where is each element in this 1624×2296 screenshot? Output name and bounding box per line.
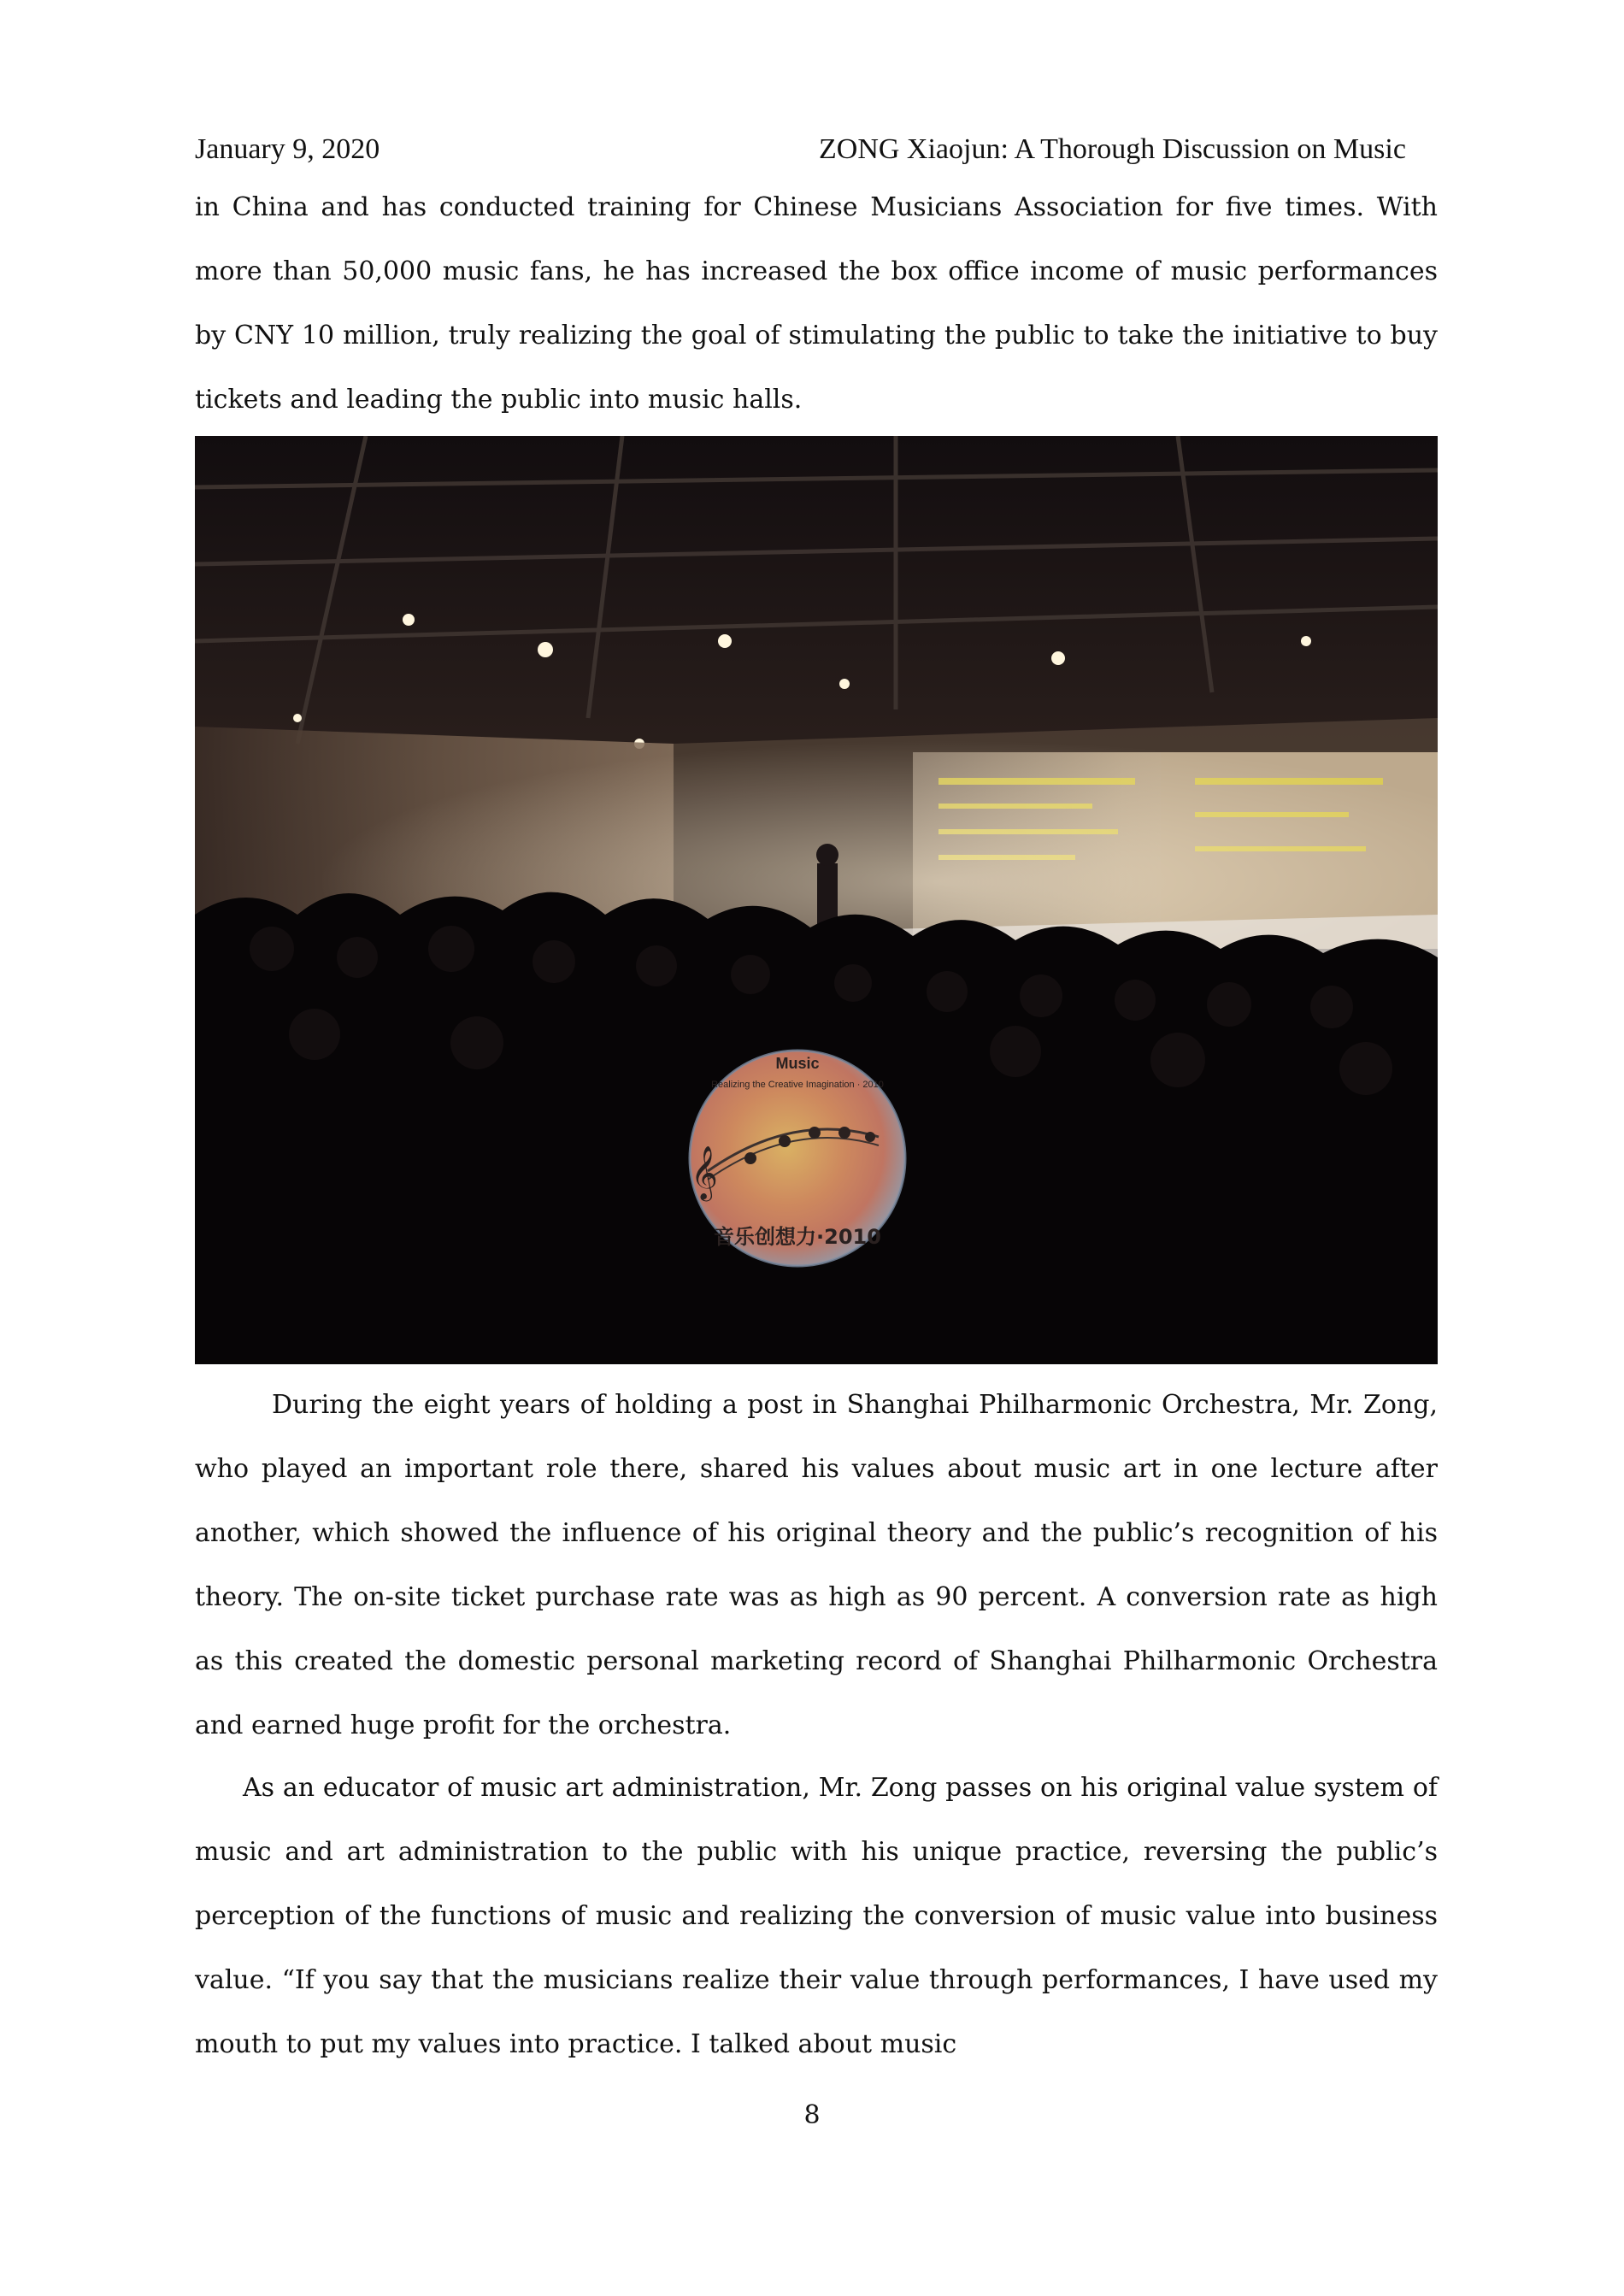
lecture-hall-image — [195, 436, 1438, 1364]
treble-clef-icon: 𝄞 — [691, 1145, 718, 1199]
paragraph-2 — [195, 1373, 1438, 1757]
paragraph-2-text: During the eight years of holding a post in Shanghai Philharmonic Orchestra, Mr. Zong, who played an important role there, shared his values about music art in one lecture after another, which showed the influence of his original theory and the public’s recognition of his theory. The on-site ticket purchase rate was as high as 90 percent. A conversion rate as high as this created the domestic personal marketing record of Shanghai Philharmonic Orchestra and earned huge profit for the orchestra. — [195, 1390, 1438, 1740]
watermark-ring-text: Realizing the Creative Imagination · 2010 — [711, 1080, 884, 1090]
paragraph-3 — [195, 1756, 1438, 2076]
page-number: 8 — [803, 2100, 821, 2130]
paragraph-1 — [195, 175, 1438, 432]
header-date: January 9, 2020 — [195, 133, 380, 165]
running-header — [195, 133, 1497, 171]
paragraph-1-text: in China and has conducted training for Chinese Musicians Association for five times. With more than 50,000 music fans, he has increased the box office income of music performances by CNY 10 million, truly realizing the goal of stimulating the public to take the initiative to buy tickets and leading the public into music halls. — [195, 192, 1438, 415]
lecture-photo — [195, 436, 1438, 1364]
watermark-bottom-text: 音乐创想力·2010 — [714, 1225, 881, 1249]
header-title: ZONG Xiaojun: A Thorough Discussion on Music — [819, 133, 1406, 165]
music-watermark-badge — [690, 1051, 905, 1266]
watermark-top-text: Music — [775, 1055, 820, 1072]
paragraph-3-text: As an educator of music art administration, Mr. Zong passes on his original value system of music and art administration to the public with his unique practice, reversing the public’s perception of the functions of music and realizing the conversion of music value into business value. “If you say that the musicians realize their value through performances, I have used my mouth to put my values into practice. I talked about music — [195, 1773, 1438, 2059]
